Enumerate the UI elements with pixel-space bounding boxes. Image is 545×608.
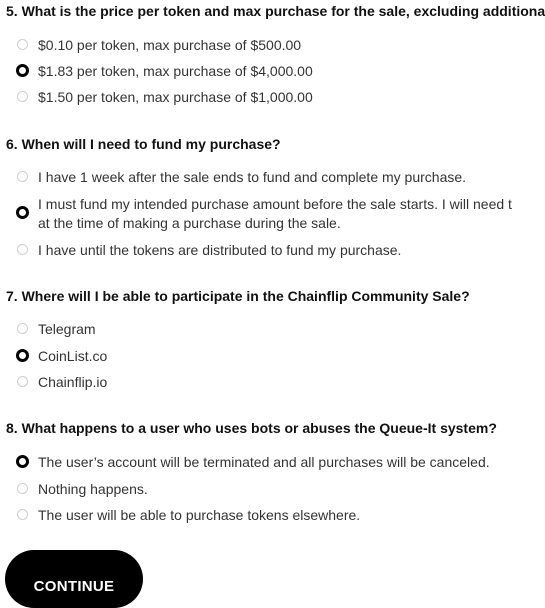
q5-option-3-label: $1.50 per token, max purchase of $1,000.00 xyxy=(38,89,313,105)
q8-option-1-label: The user’s account will be terminated and all purchases will be canceled. xyxy=(38,454,490,470)
radio-button[interactable] xyxy=(17,171,28,182)
q5-option-3[interactable] xyxy=(17,88,487,110)
radio-button[interactable] xyxy=(17,376,28,387)
q7-option-2-label: CoinList.co xyxy=(38,348,108,364)
q5-option-1[interactable] xyxy=(17,36,487,58)
radio-button-selected[interactable] xyxy=(16,64,29,77)
q7-option-3-label: Chainflip.io xyxy=(38,374,108,390)
q8-option-2[interactable] xyxy=(17,480,487,502)
radio-button-selected[interactable] xyxy=(16,349,29,362)
q8-option-1[interactable] xyxy=(17,453,490,475)
radio-button[interactable] xyxy=(17,91,28,102)
q8-option-3-label: The user will be able to purchase tokens elsewhere. xyxy=(38,507,361,523)
q6-option-3-label: I have until the tokens are distributed to fund my purchase. xyxy=(38,242,402,258)
continue-button[interactable]: CONTINUE xyxy=(5,550,143,608)
radio-button-selected[interactable] xyxy=(16,206,29,219)
q5-option-2[interactable] xyxy=(17,62,487,84)
radio-button-selected[interactable] xyxy=(16,455,29,468)
question-5-title: 5. What is the price per token and max purchase for the sale, excluding additiona xyxy=(6,3,545,19)
question-7-title: 7. Where will I be able to participate in the Chainflip Community Sale? xyxy=(6,288,470,304)
q6-option-2-label-line2: at the time of making a purchase during the sale. xyxy=(38,215,341,231)
q6-option-1[interactable] xyxy=(17,168,487,190)
q6-option-2[interactable] xyxy=(17,195,512,235)
radio-button[interactable] xyxy=(17,323,28,334)
q6-option-3[interactable] xyxy=(17,241,487,263)
q7-option-2[interactable] xyxy=(17,347,487,369)
q8-option-3[interactable] xyxy=(17,506,487,528)
q5-option-2-label: $1.83 per token, max purchase of $4,000.00 xyxy=(38,63,313,79)
radio-button[interactable] xyxy=(17,244,28,255)
question-8-title: 8. What happens to a user who uses bots or abuses the Queue-It system? xyxy=(6,420,497,436)
radio-button[interactable] xyxy=(17,483,28,494)
question-6-title: 6. When will I need to fund my purchase? xyxy=(6,136,281,152)
radio-button[interactable] xyxy=(17,39,28,50)
q8-option-2-label: Nothing happens. xyxy=(38,481,148,497)
q6-option-1-label: I have 1 week after the sale ends to fund and complete my purchase. xyxy=(38,169,467,185)
radio-button[interactable] xyxy=(17,509,28,520)
q6-option-2-label: I must fund my intended purchase amount before the sale starts. I will need t xyxy=(38,196,512,212)
q7-option-1-label: Telegram xyxy=(38,321,96,337)
q5-option-1-label: $0.10 per token, max purchase of $500.00 xyxy=(38,37,302,53)
q7-option-1[interactable] xyxy=(17,320,487,342)
q7-option-3[interactable] xyxy=(17,373,487,395)
